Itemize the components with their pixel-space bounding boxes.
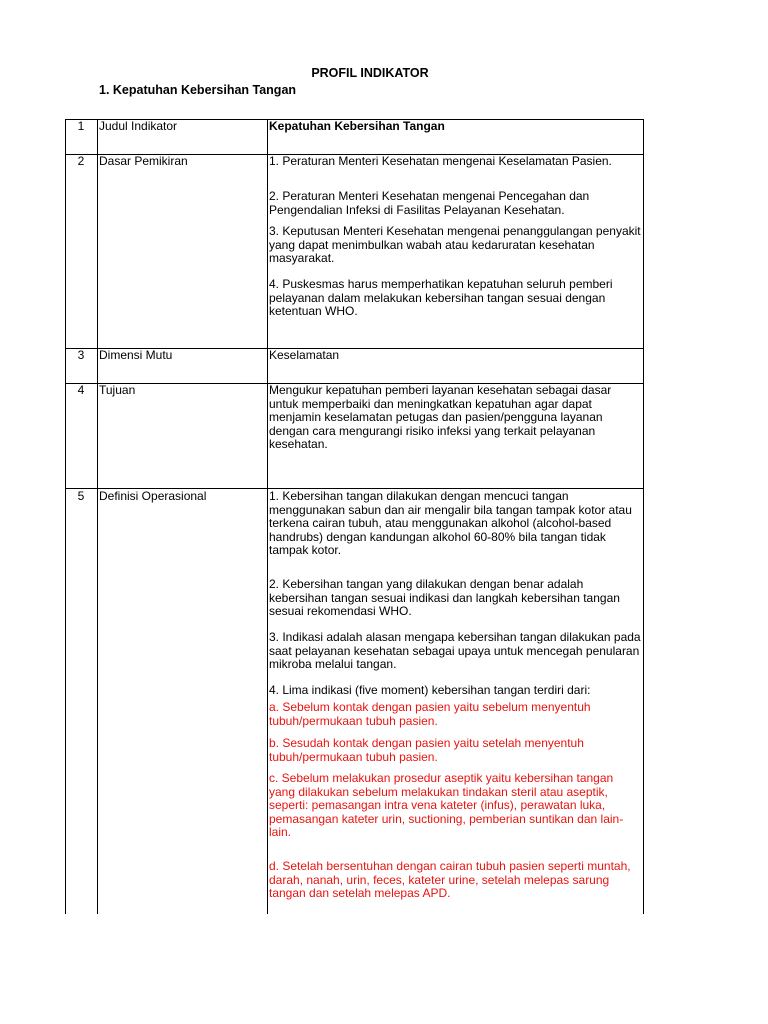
row-number: 1 — [77, 119, 85, 133]
row-label: Tujuan — [99, 383, 136, 397]
table-border — [267, 119, 268, 914]
table-border — [97, 119, 98, 914]
row-content: 1. Kebersihan tangan dilakukan dengan mencuci tangan menggunakan sabun dan air mengalir bila tangan tampak kotor atau terkena cairan tubuh, atau menggunakan alkohol (alcohol-based handrubs) dengan kandungan alkohol 60-80% bila tangan tidak tampak kotor. — [269, 489, 632, 558]
row-content: 2. Kebersihan tangan yang dilakukan dengan benar adalah kebersihan tangan sesuai indikasi dan langkah kebersihan tangan sesuai rekomendasi WHO. — [269, 577, 620, 619]
row-content: 2. Peraturan Menteri Kesehatan mengenai Pencegahan dan Pengendalian Infeksi di Fasilitas Pelayanan Kesehatan. — [269, 189, 590, 217]
row-content: 4. Lima indikasi (five moment) kebersihan tangan terdiri dari: — [269, 683, 591, 697]
row-content: 3. Indikasi adalah alasan mengapa kebersihan tangan dilakukan pada saat pelayanan kesehatan sebagai upaya untuk mencegah penularan mikroba melalui tangan. — [269, 630, 641, 672]
row-content: 4. Puskesmas harus memperhatikan kepatuhan seluruh pemberi pelayanan dalam melakukan kebersihan tangan sesuai dengan ketentuan WHO. — [269, 277, 613, 319]
moment-item: c. Sebelum melakukan prosedur aseptik yaitu kebersihan tangan yang dilakukan sebelum melakukan tindakan steril atau aseptik, seperti: pemasangan intra vena kateter (infus), perawatan luka, pemasangan kateter urin, suctioning, pemberian suntikan dan lain-lain. — [269, 771, 624, 840]
indicator-subtitle: 1. Kepatuhan Kebersihan Tangan — [99, 83, 297, 97]
row-content: 1. Peraturan Menteri Kesehatan mengenai Keselamatan Pasien. — [269, 154, 612, 168]
row-content: Keselamatan — [269, 348, 340, 362]
moment-item: a. Sebelum kontak dengan pasien yaitu sebelum menyentuh tubuh/permukaan tubuh pasien. — [269, 700, 591, 728]
table-border — [643, 119, 644, 914]
row-label: Definisi Operasional — [99, 489, 207, 503]
row-number: 4 — [77, 383, 85, 397]
table-border — [65, 119, 66, 914]
moment-item: d. Setelah bersentuhan dengan cairan tubuh pasien seperti muntah, darah, nanah, urin, feces, kateter urine, setelah melepas sarung tangan dan setelah melepas APD. — [269, 859, 631, 901]
row-content: Mengukur kepatuhan pemberi layanan kesehatan sebagai dasar untuk memperbaiki dan meningkatkan kepatuhan agar dapat menjamin keselamatan petugas dan pasien/pengguna layanan dengan cara mengurangi risiko infeksi yang terkait pelayanan kesehatan. — [269, 383, 612, 452]
row-label: Judul Indikator — [99, 119, 178, 133]
row-content: Kepatuhan Kebersihan Tangan — [269, 119, 445, 133]
row-label: Dasar Pemikiran — [99, 154, 188, 168]
row-label: Dimensi Mutu — [99, 348, 173, 362]
row-number: 2 — [77, 154, 85, 168]
row-number: 5 — [77, 489, 85, 503]
row-content: 3. Keputusan Menteri Kesehatan mengenai penanggulangan penyakit yang dapat menimbulkan wabah atau kedaruratan kesehatan masyarakat. — [269, 224, 641, 266]
page-title: PROFIL INDIKATOR — [311, 66, 429, 80]
moment-item: b. Sesudah kontak dengan pasien yaitu setelah menyentuh tubuh/permukaan tubuh pasien. — [269, 736, 584, 764]
row-number: 3 — [77, 348, 85, 362]
